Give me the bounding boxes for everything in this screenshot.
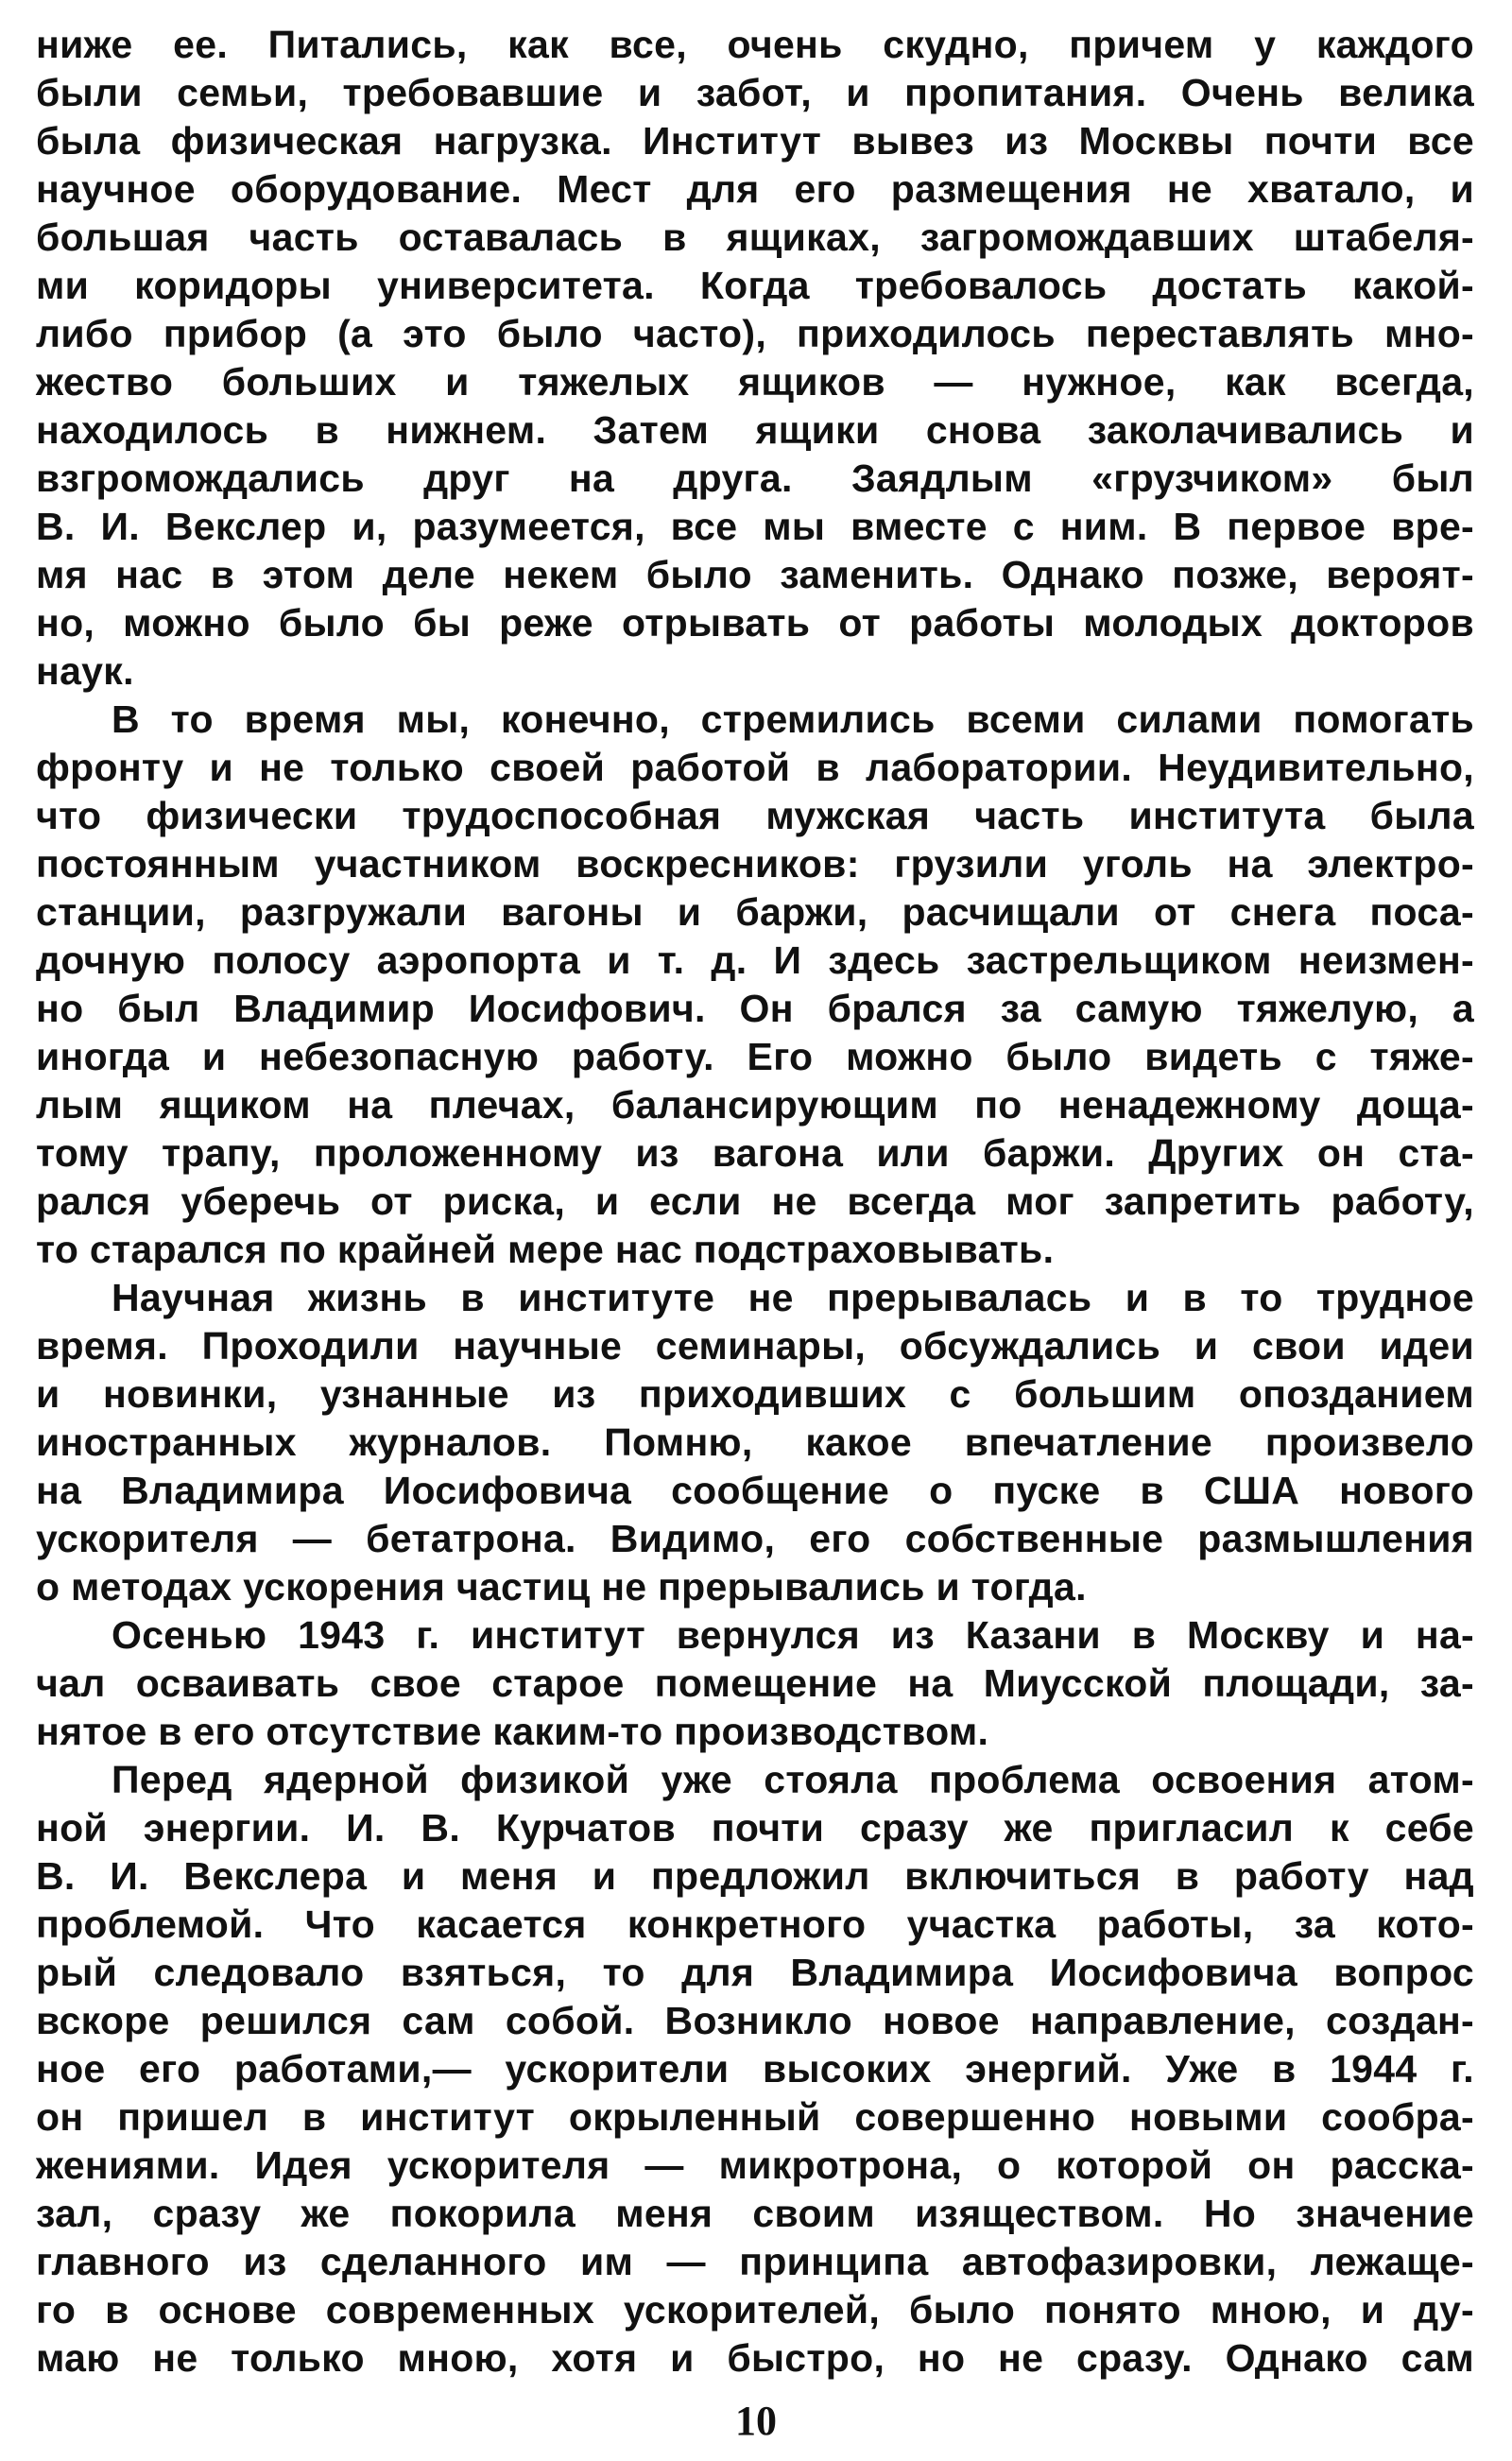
text-line: иногда и небезопасную работу. Его можно было видеть с тяже-: [36, 1035, 1474, 1078]
text-line: время. Проходили научные семинары, обсуждались и свои идеи: [36, 1324, 1474, 1368]
text-line: зал, сразу же покорила меня своим изяществом. Но значение: [36, 2192, 1474, 2235]
text-line: иностранных журналов. Помню, какое впечатление произвело: [36, 1420, 1474, 1464]
text-line: Научная жизнь в институте не прерывалась и в то трудное: [112, 1276, 1474, 1319]
text-line: главного из сделанного им — принципа автофазировки, лежаще-: [36, 2240, 1474, 2283]
text-line: проблемой. Что касается конкретного участка работы, за кото-: [36, 1902, 1474, 1946]
text-line: находилось в нижнем. Затем ящики снова заколачивались и: [36, 408, 1474, 452]
paragraph-4: [36, 1611, 1474, 1756]
text-line: мя нас в этом деле некем было заменить. Однако позже, вероят-: [36, 553, 1474, 596]
paragraph-2: [36, 696, 1474, 1274]
paragraph-5: [36, 1756, 1474, 2383]
text-line: рый следовало взяться, то для Владимира Иосифовича вопрос: [36, 1951, 1474, 1994]
page-number: 10: [735, 2398, 777, 2444]
text-line: фронту и не только своей работой в лаборатории. Неудивительно,: [36, 746, 1474, 789]
text-line: рался уберечь от риска, и если не всегда мог запретить работу,: [36, 1179, 1474, 1223]
text-line: наук.: [36, 649, 134, 693]
text-line: он пришел в институт окрыленный совершенно новыми сообра-: [36, 2095, 1474, 2139]
text-line: о методах ускорения частиц не прерывались и тогда.: [36, 1565, 1087, 1609]
text-line: В. И. Векслера и меня и предложил включиться в работу над: [36, 1854, 1474, 1898]
text-line: большая часть оставалась в ящиках, загромождавших штабеля-: [36, 215, 1474, 259]
text-line: что физически трудоспособная мужская часть института была: [36, 794, 1474, 837]
text-line: маю не только мною, хотя и быстро, но не сразу. Однако сам: [36, 2336, 1474, 2380]
text-line: ускорителя — бетатрона. Видимо, его собственные размышления: [36, 1517, 1474, 1560]
text-line: была физическая нагрузка. Институт вывез из Москвы почти все: [36, 119, 1474, 163]
text-line: постоянным участником воскресников: грузили уголь на электро-: [36, 842, 1474, 886]
text-line: Осенью 1943 г. институт вернулся из Казани в Москву и на-: [112, 1613, 1474, 1657]
text-line: вскоре решился сам собой. Возникло новое направление, создан-: [36, 1999, 1474, 2042]
text-line: чал осваивать свое старое помещение на Миусской площади, за-: [36, 1661, 1474, 1705]
paragraph-1: [36, 21, 1474, 696]
text-line: но, можно было бы реже отрывать от работы молодых докторов: [36, 601, 1474, 645]
paragraph-3: [36, 1274, 1474, 1611]
text-line: и новинки, узнанные из приходивших с большим опозданием: [36, 1372, 1474, 1416]
text-line: станции, разгружали вагоны и баржи, расчищали от снега поса-: [36, 890, 1474, 934]
text-line: либо прибор (а это было часто), приходилось переставлять мно-: [36, 312, 1474, 355]
text-line: но был Владимир Иосифович. Он брался за самую тяжелую, а: [36, 987, 1474, 1030]
text-line: жество больших и тяжелых ящиков — нужное, как всегда,: [36, 360, 1474, 404]
text-line: лым ящиком на плечах, балансирующим по ненадежному доща-: [36, 1083, 1474, 1127]
text-line: нятое в его отсутствие каким-то производством.: [36, 1710, 989, 1753]
text-line: ниже ее. Питались, как все, очень скудно, причем у каждого: [36, 23, 1474, 66]
text-line: взгромождались друг на друга. Заядлым «грузчиком» был: [36, 456, 1474, 500]
text-line: ное его работами,— ускорители высоких энергий. Уже в 1944 г.: [36, 2047, 1474, 2091]
page-text-body: [36, 21, 1474, 2383]
text-line: В. И. Векслер и, разумеется, все мы вместе с ним. В первое вре-: [36, 505, 1474, 548]
text-line: дочную полосу аэропорта и т. д. И здесь застрельщиком неизмен-: [36, 938, 1474, 982]
text-line: тому трапу, проложенному из вагона или баржи. Других он ста-: [36, 1131, 1474, 1175]
text-line: Перед ядерной физикой уже стояла проблема освоения атом-: [112, 1758, 1474, 1801]
text-line: научное оборудование. Мест для его размещения не хватало, и: [36, 167, 1474, 211]
text-line: ми коридоры университета. Когда требовалось достать какой-: [36, 264, 1474, 307]
text-line: были семьи, требовавшие и забот, и пропитания. Очень велика: [36, 71, 1474, 114]
text-line: то старался по крайней мере нас подстраховывать.: [36, 1228, 1055, 1271]
text-line: на Владимира Иосифовича сообщение о пуске в США нового: [36, 1469, 1474, 1512]
text-line: жениями. Идея ускорителя — микротрона, о которой он расска-: [36, 2143, 1474, 2187]
text-line: го в основе современных ускорителей, было понято мною, и ду-: [36, 2288, 1474, 2332]
text-line: ной энергии. И. В. Курчатов почти сразу же пригласил к себе: [36, 1806, 1474, 1850]
text-line: В то время мы, конечно, стремились всеми силами помогать: [112, 697, 1474, 741]
